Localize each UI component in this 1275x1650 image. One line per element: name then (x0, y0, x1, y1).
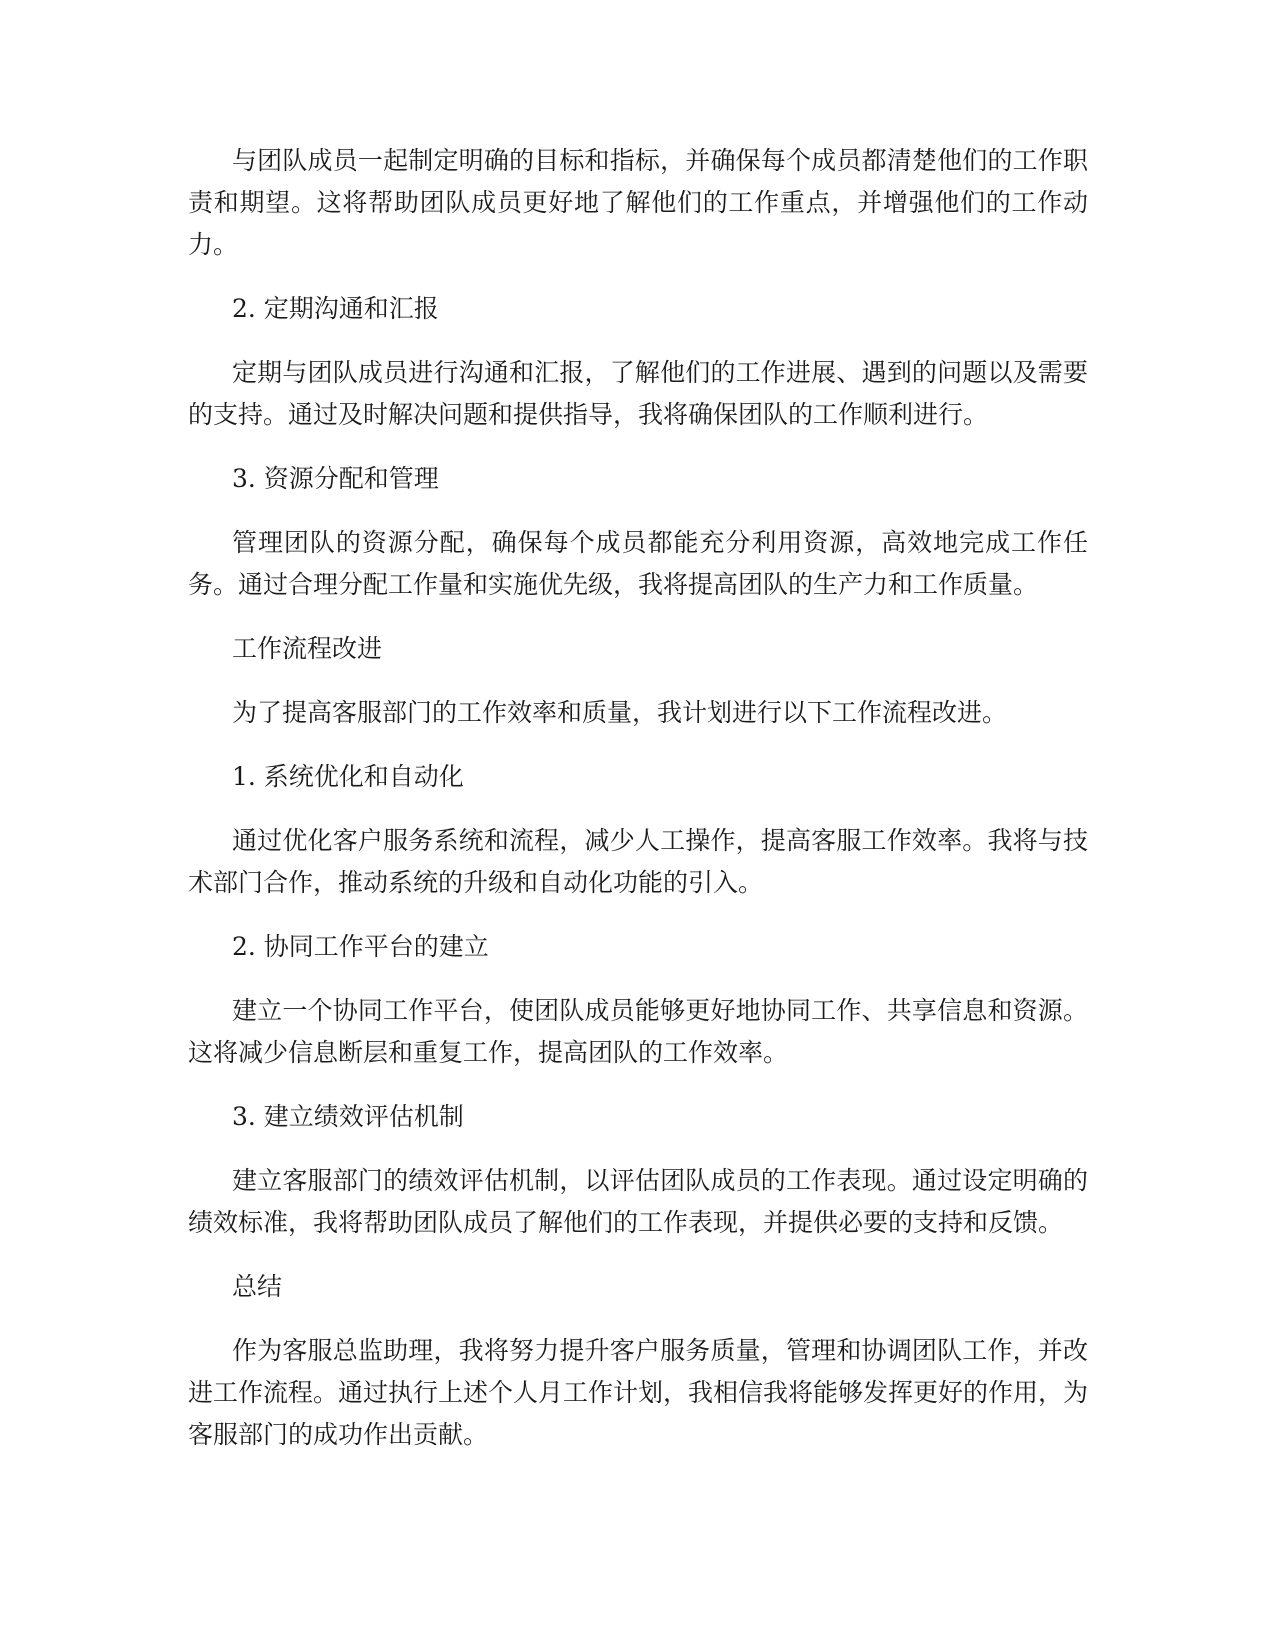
paragraph-goals-detail: 与团队成员一起制定明确的目标和指标，并确保每个成员都清楚他们的工作职责和期望。这将帮助团队成员更好地了解他们的工作重点，并增强他们的工作动力。 (188, 146, 1088, 259)
paragraph-resource-detail: 管理团队的资源分配，确保每个成员都能充分利用资源，高效地完成工作任务。通过合理分配工作量和实施优先级，我将提高团队的生产力和工作质量。 (188, 528, 1088, 599)
heading-summary: 总结 (232, 1272, 283, 1301)
paragraph-summary-detail: 作为客服总监助理，我将努力提升客户服务质量，管理和协调团队工作，并改进工作流程。通过执行上述个人月工作计划，我相信我将能够发挥更好的作用，为客服部门的成功作出贡献。 (188, 1336, 1089, 1449)
heading-workflow-improvement: 工作流程改进 (232, 634, 383, 663)
paragraph-collaboration-detail: 建立一个协同工作平台，使团队成员能够更好地协同工作、共享信息和资源。这将减少信息断层和重复工作，提高团队的工作效率。 (188, 996, 1088, 1067)
document-body (188, 140, 1088, 1478)
heading-regular-communication: 2. 定期沟通和汇报 (232, 294, 439, 323)
paragraph-workflow-intro: 为了提高客服部门的工作效率和质量，我计划进行以下工作流程改进。 (232, 698, 1008, 727)
paragraph-system-detail: 通过优化客户服务系统和流程，减少人工操作，提高客服工作效率。我将与技术部门合作，推动系统的升级和自动化功能的引入。 (188, 826, 1088, 897)
heading-resource-management: 3. 资源分配和管理 (232, 464, 439, 493)
paragraph-performance-detail: 建立客服部门的绩效评估机制，以评估团队成员的工作表现。通过设定明确的绩效标准，我将帮助团队成员了解他们的工作表现，并提供必要的支持和反馈。 (188, 1166, 1088, 1237)
heading-system-optimization: 1. 系统优化和自动化 (232, 762, 464, 791)
heading-performance-evaluation: 3. 建立绩效评估机制 (232, 1102, 464, 1131)
heading-collaboration-platform: 2. 协同工作平台的建立 (232, 932, 489, 961)
paragraph-communication-detail: 定期与团队成员进行沟通和汇报，了解他们的工作进展、遇到的问题以及需要的支持。通过及时解决问题和提供指导，我将确保团队的工作顺利进行。 (188, 358, 1088, 429)
